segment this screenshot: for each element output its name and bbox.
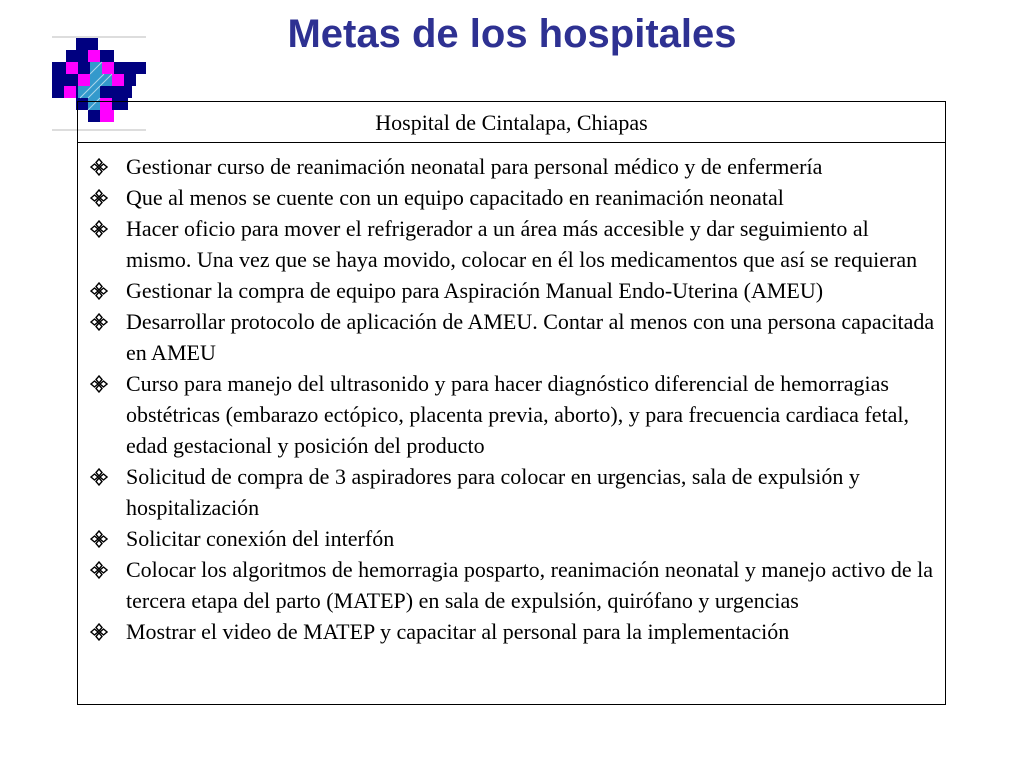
goals-box [77, 101, 946, 705]
list-item [78, 306, 945, 368]
list-item [78, 616, 945, 647]
goals-list [78, 143, 945, 647]
list-item-text: Colocar los algoritmos de hemorragia posparto, reanimación neonatal y manejo activo de la tercera etapa del parto (MATEP) en sala de expulsión, quirófano y urgencias [126, 557, 934, 613]
list-item [78, 368, 945, 461]
list-item-text: Desarrollar protocolo de aplicación de AMEU. Contar al menos con una persona capacitada en AMEU [126, 309, 935, 365]
list-item-text: Solicitar conexión del interfón [126, 526, 395, 551]
list-item-text: Mostrar el video de MATEP y capacitar al personal para la implementación [126, 619, 790, 644]
list-item-text: Gestionar curso de reanimación neonatal para personal médico y de enfermería [126, 154, 823, 179]
list-item-text: Hacer oficio para mover el refrigerador a un área más accesible y dar seguimiento al mismo. Una vez que se haya movido, colocar en él los medicamentos que así se requieran [126, 216, 918, 272]
four-diamond-bullet-icon [90, 561, 108, 579]
four-diamond-bullet-icon [90, 282, 108, 300]
list-item [78, 461, 945, 523]
slide-title: Metas de los hospitales [287, 12, 737, 56]
list-item [78, 151, 945, 182]
list-item [78, 275, 945, 306]
four-diamond-bullet-icon [90, 530, 108, 548]
list-item [78, 554, 945, 616]
hospital-name-header: Hospital de Cintalapa, Chiapas [78, 102, 945, 143]
list-item [78, 213, 945, 275]
four-diamond-bullet-icon [90, 220, 108, 238]
list-item-text: Que al menos se cuente con un equipo capacitado en reanimación neonatal [126, 185, 784, 210]
four-diamond-bullet-icon [90, 158, 108, 176]
list-item-text: Solicitud de compra de 3 aspiradores para colocar en urgencias, sala de expulsión y hospitalización [126, 464, 860, 520]
four-diamond-bullet-icon [90, 375, 108, 393]
four-diamond-bullet-icon [90, 623, 108, 641]
list-item [78, 523, 945, 554]
list-item [78, 182, 945, 213]
four-diamond-bullet-icon [90, 468, 108, 486]
list-item-text: Curso para manejo del ultrasonido y para hacer diagnóstico diferencial de hemorragias obstétricas (embarazo ectópico, placenta previa, aborto), y para frecuencia cardiaca fetal, edad gestacional y posición del producto [126, 371, 909, 458]
list-item-text: Gestionar la compra de equipo para Aspiración Manual Endo-Uterina (AMEU) [126, 278, 824, 303]
four-diamond-bullet-icon [90, 313, 108, 331]
four-diamond-bullet-icon [90, 189, 108, 207]
